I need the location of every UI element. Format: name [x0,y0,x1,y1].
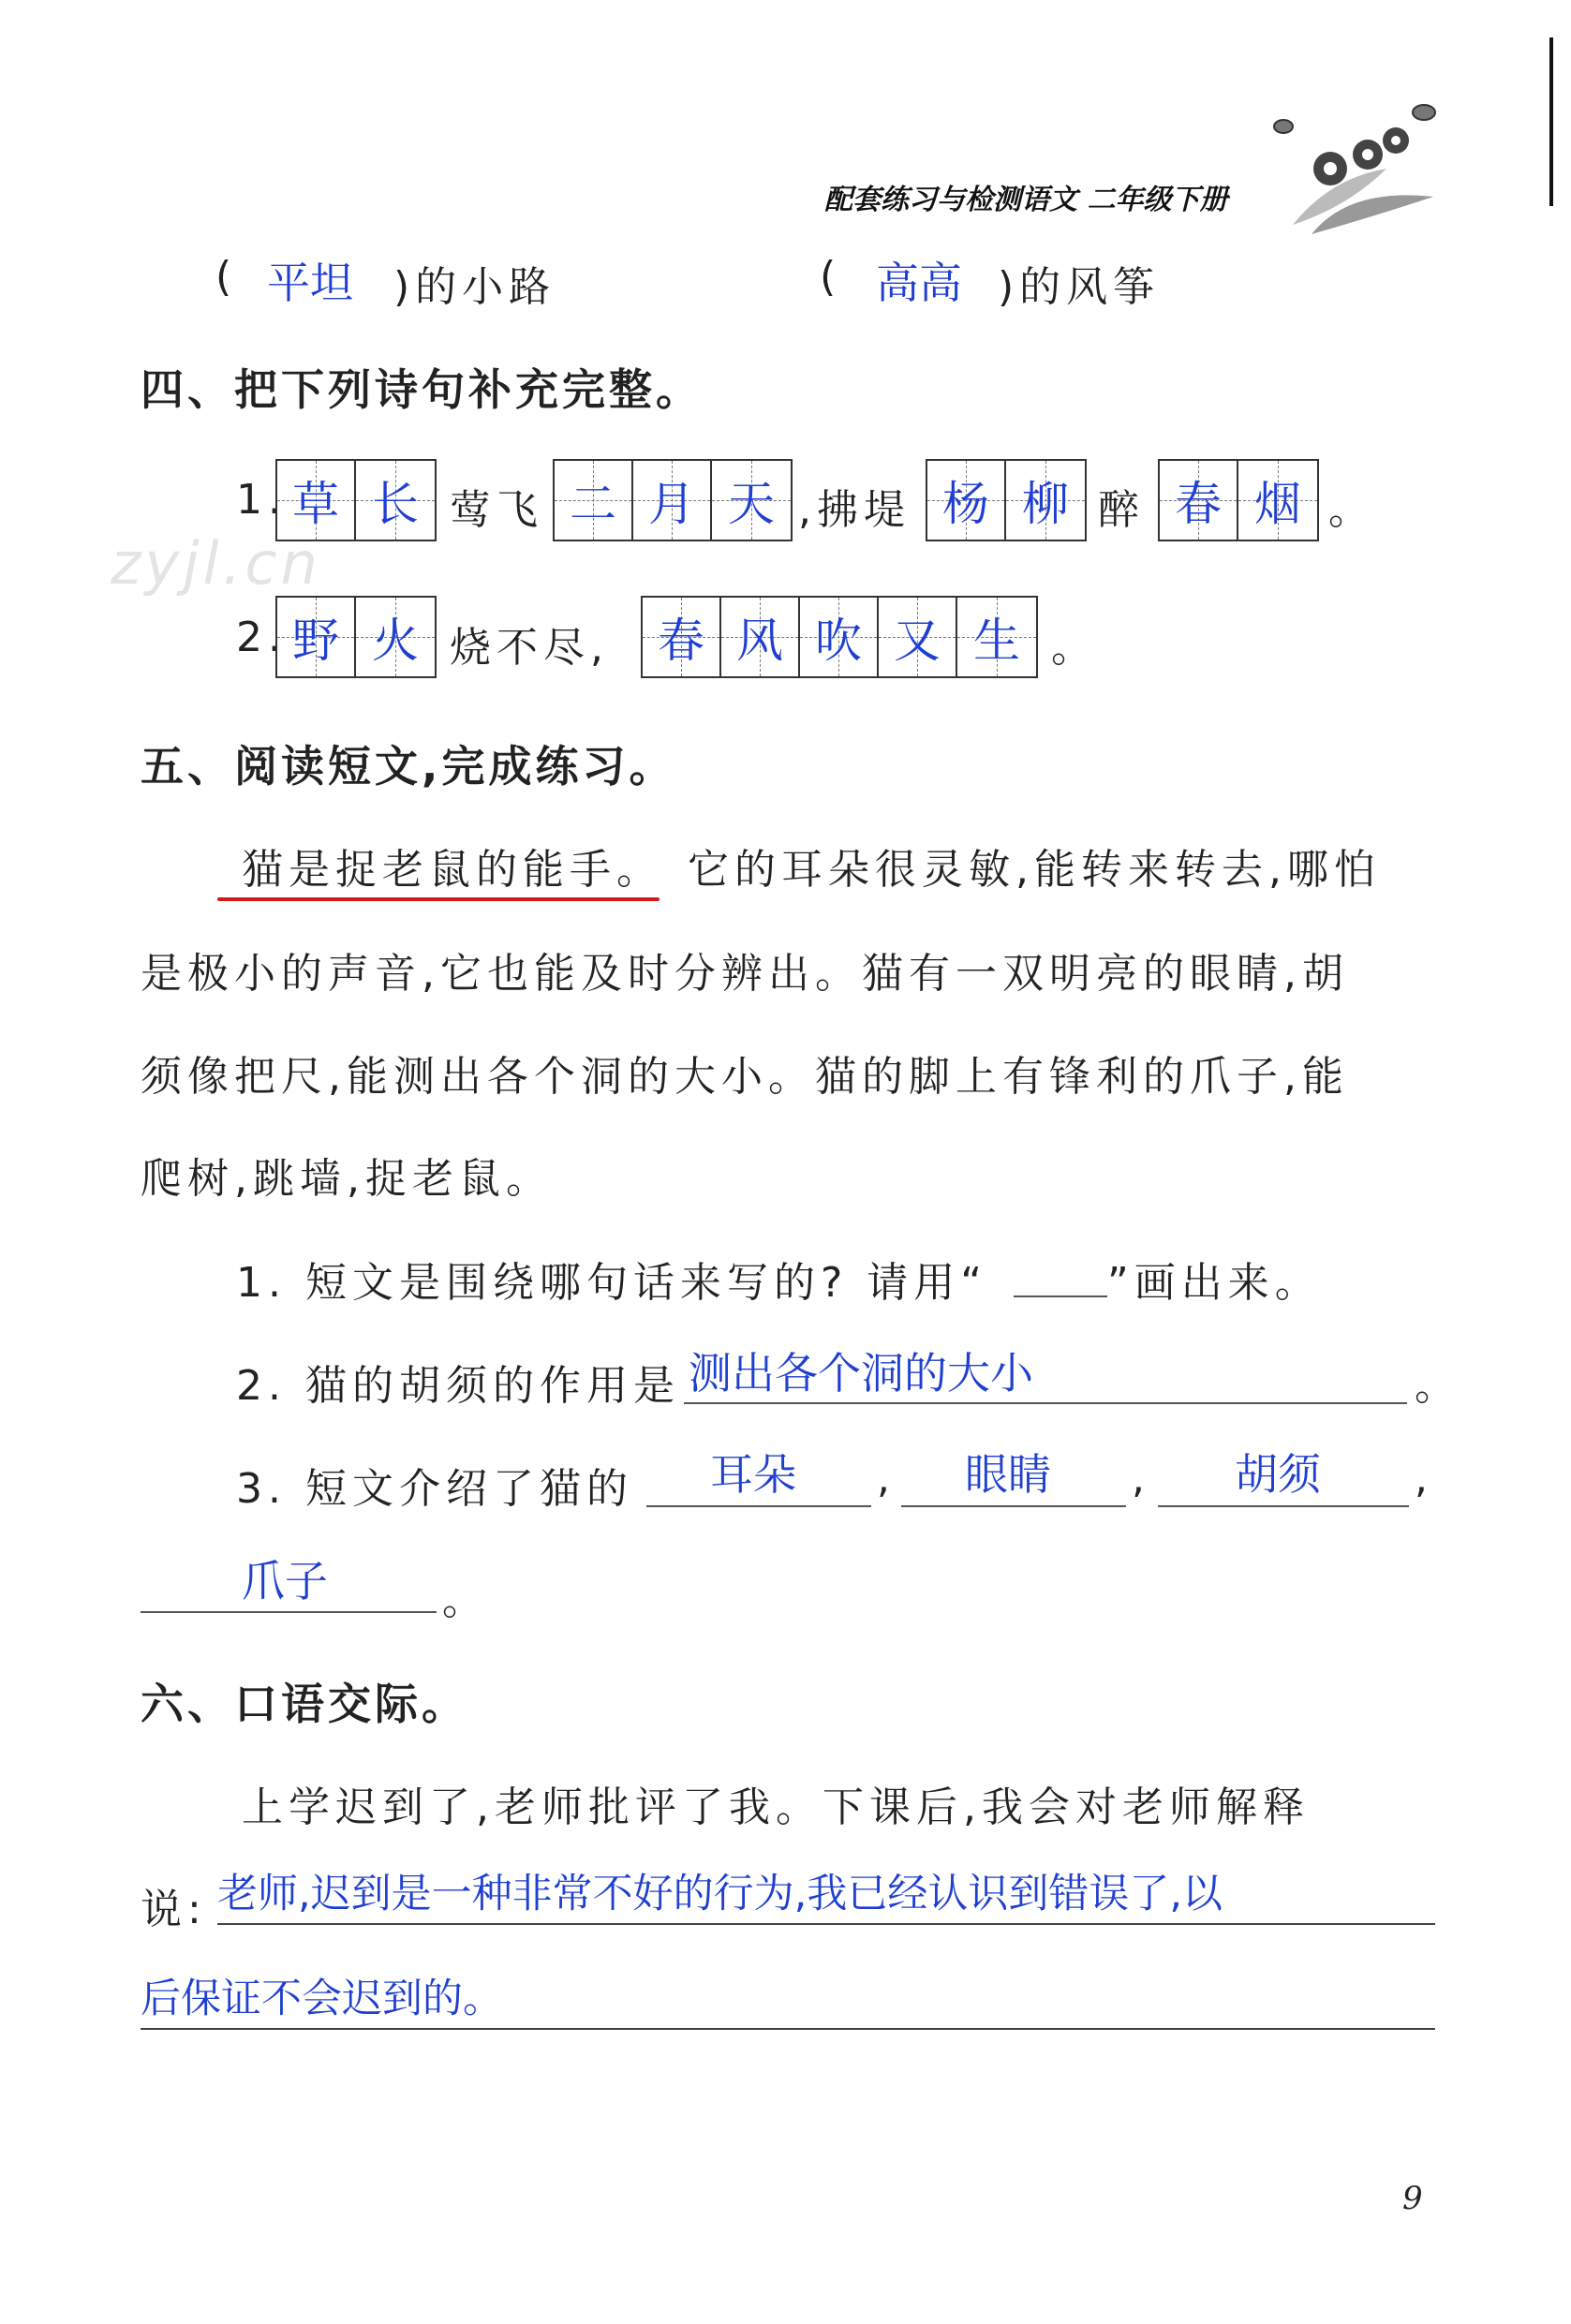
answer-rule-2 [141,2028,1435,2030]
q3-comma-3: , [1415,1455,1433,1502]
poem2-box1-char: 火 [372,614,419,668]
poem1-text2: ,拂堤 [798,486,911,534]
answer-pingtan: 平坦 [267,258,353,308]
poem2-box2-char: 春 [658,614,704,668]
poem1-number: 1. [236,476,287,524]
poem1-text1: 莺飞 [450,486,543,534]
left-open-paren: ( [215,253,238,301]
poem1-box2-char: 二 [570,477,616,531]
poem1-box3 [926,459,1087,541]
right-open-paren: ( [820,253,842,301]
header-title: 配套练习与检测语文 二年级下册 [824,184,1228,216]
answer-rule-1 [217,1923,1435,1925]
poem2-box1 [275,596,437,678]
poem1-box1-char: 草 [292,477,339,531]
poem2-text1: 烧不尽, [450,624,609,672]
left-phrase: )的小路 [393,263,556,311]
poem2-box2-char: 生 [973,614,1020,668]
question-3-end: 。 [442,1576,489,1624]
q3-blank-4 [141,1611,437,1613]
para-line4: 爬树,跳墙,捉老鼠。 [141,1155,553,1203]
page-number: 9 [1402,2180,1423,2217]
answer-q2: 测出各个洞的大小 [689,1348,1033,1399]
poem1-box2-char: 月 [648,477,695,531]
q3-blank-1 [646,1505,871,1507]
section5-heading: 五、阅读短文,完成练习。 [141,741,676,792]
red-underline [217,897,660,901]
poem1-box1 [275,459,437,541]
para-line3: 须像把尺,能测出各个洞的大小。猫的脚上有锋利的爪子,能 [141,1053,1349,1101]
poem2-number: 2. [236,614,287,661]
q3-comma-1: , [877,1455,896,1502]
answer-q3-eyes: 眼睛 [965,1449,1051,1500]
speaking-prompt: 上学迟到了,老师批评了我。下课后,我会对老师解释 [242,1784,1310,1831]
q1-sample-underline [1014,1295,1107,1297]
header-right-rule [1549,37,1553,206]
poem1-box2-char: 天 [728,477,775,531]
poem1-box4 [1158,459,1319,541]
speaking-answer-line2: 后保证不会迟到的。 [141,1976,503,2022]
poem2-box2-char: 又 [894,614,941,668]
answer-gaogao: 高高 [876,258,962,308]
right-phrase: )的风筝 [998,263,1161,311]
poem2-box1-char: 野 [292,614,339,668]
section4-heading: 四、把下列诗句补充完整。 [141,364,703,415]
poem2-box2 [641,596,1038,678]
q3-blank-2 [901,1505,1126,1507]
poem1-box3-char: 杨 [942,477,989,531]
poem1-text3: 醉 [1098,486,1145,534]
para-key-sentence: 猫是捉老鼠的能手。 [242,846,663,894]
poem1-box4-char: 春 [1175,477,1222,531]
poem1-box2 [553,459,793,541]
section6-heading: 六、口语交际。 [141,1679,468,1729]
question-1-end: ”画出来。 [1107,1259,1322,1307]
question-3: 3. 短文介绍了猫的 [236,1465,633,1513]
para-line1-rest: 它的耳朵很灵敏,能转来转去,哪怕 [688,846,1381,894]
q3-blank-3 [1158,1505,1409,1507]
para-line2: 是极小的声音,它也能及时分辨出。猫有一双明亮的眼睛,胡 [141,950,1349,998]
answer-q3-claws: 爪子 [242,1556,328,1606]
question-2-end: 。 [1415,1362,1461,1410]
poem2-box2-char: 吹 [815,614,862,668]
poem1-box3-char: 柳 [1022,477,1069,531]
poem2-box2-char: 风 [736,614,783,668]
question-1: 1. 短文是围绕哪句话来写的? 请用“ [236,1259,988,1307]
poem1-box1-char: 长 [372,477,419,531]
poem2-end: 。 [1051,624,1098,672]
answer-q3-whiskers: 胡须 [1235,1449,1321,1500]
speaking-label: 说: [141,1886,207,1933]
answer-q3-ears: 耳朵 [710,1449,796,1500]
poem1-box4-char: 烟 [1254,477,1301,531]
q2-blank-line [684,1402,1407,1404]
q3-comma-2: , [1132,1455,1150,1502]
watermark: zyjl.cn [111,529,321,598]
flower-decoration-icon [1255,84,1443,244]
speaking-answer-line1: 老师,迟到是一种非常不好的行为,我已经认识到错误了,以 [217,1871,1223,1917]
poem1-end: 。 [1328,486,1375,534]
question-2: 2. 猫的胡须的作用是 [236,1362,680,1410]
